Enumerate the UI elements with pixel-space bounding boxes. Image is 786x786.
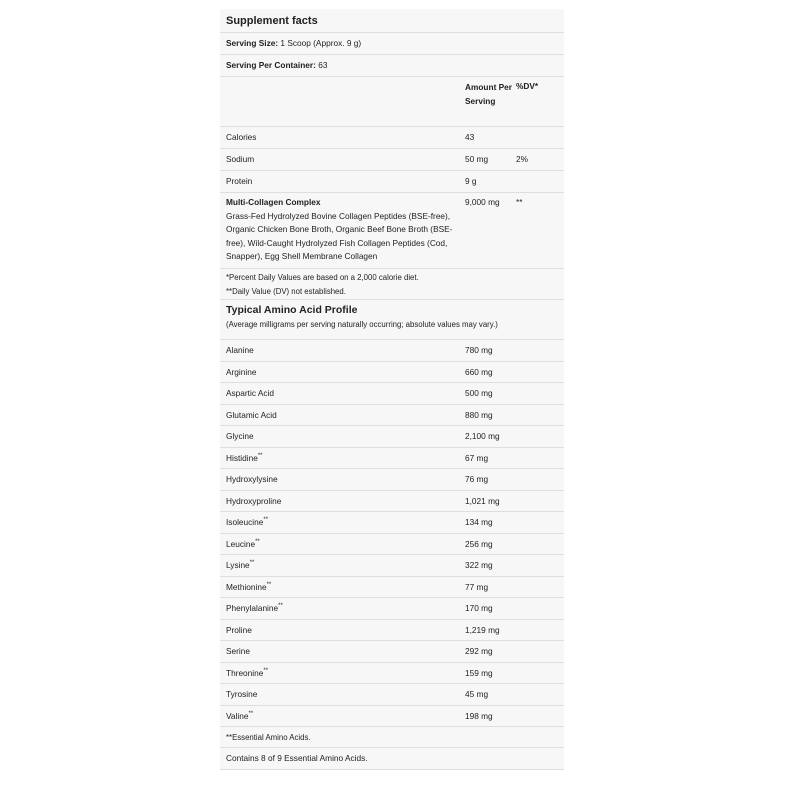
amino-row [220,405,564,426]
amino-row [220,383,564,405]
amino-name: Tyrosine [226,689,258,699]
amino-amount: 660 mg [465,367,493,377]
amino-mark: ** [266,582,272,588]
nutrient-name: Calories [226,132,257,142]
amino-amount: 45 mg [465,689,489,699]
amino-row [220,663,564,684]
amino-mark: ** [249,560,255,566]
serving-size-row [220,33,564,55]
amino-name: Isoleucine [226,517,264,527]
amino-mark: ** [255,539,260,545]
amino-name: Threonine [226,668,264,678]
amino-name: Leucine [226,539,256,549]
dv-notes [220,269,564,300]
amount-header: Amount Per Serving [465,82,513,106]
serving-size-value: 1 Scoop (Approx. 9 g) [280,38,362,48]
amino-name: Hydroxylysine [226,474,278,484]
nutrient-row [220,171,564,193]
amino-row [220,512,564,534]
amino-row [220,620,564,641]
amino-row [220,469,564,491]
amino-mark: ** [248,711,254,717]
supplement-facts-panel [220,9,564,770]
amino-amount: 1,021 mg [465,496,500,506]
amino-row [220,555,564,577]
amino-name: Valine [226,711,249,721]
amino-amount: 2,100 mg [465,431,500,441]
complex-name: Multi-Collagen Complex [226,197,321,207]
panel-title: Supplement facts [220,9,564,33]
amino-amount: 500 mg [465,388,493,398]
servings-per-container-value: 63 [318,60,328,70]
amino-amount: 76 mg [465,474,489,484]
amino-row [220,491,564,512]
amino-summary: Contains 8 of 9 Essential Amino Acids. [220,748,564,770]
servings-per-container-label: Serving Per Container: [226,60,316,70]
amino-title: Typical Amino Acid Profile [226,304,358,316]
amino-amount: 1,219 mg [465,625,500,635]
amino-name: Serine [226,646,250,656]
amino-amount: 198 mg [465,711,493,721]
amino-name: Lysine [226,560,250,570]
nutrient-row [220,149,564,171]
amino-mark: ** [263,668,269,674]
amino-list [220,340,564,727]
amino-name: Phenylalanine [226,603,279,613]
dv-note-1: *Percent Daily Values are based on a 2,000 calorie diet. [226,273,419,282]
amino-footnote: **Essential Amino Acids. [220,727,564,748]
amino-subtitle: (Average milligrams per serving naturally occurring; absolute values may vary.) [226,320,498,329]
amino-amount: 292 mg [465,646,493,656]
amino-mark: ** [257,453,263,459]
amino-amount: 880 mg [465,410,493,420]
amino-amount: 67 mg [465,453,489,463]
nutrient-name: Sodium [226,154,255,164]
amino-amount: 170 mg [465,603,493,613]
dv-header: %DV* [516,81,539,91]
nutrient-list [220,127,564,193]
amino-mark: ** [278,603,283,609]
servings-per-container-row [220,55,564,77]
dv-note-2: **Daily Value (DV) not established. [226,286,346,296]
column-header-row [220,77,564,127]
amino-name: Histidine [226,453,258,463]
complex-dv: ** [516,197,523,207]
amino-row [220,598,564,620]
amino-amount: 256 mg [465,539,493,549]
nutrient-name: Protein [226,176,253,186]
nutrient-dv: 2% [516,154,528,164]
amino-row [220,577,564,598]
complex-amount: 9,000 mg [465,197,500,207]
amino-name: Methionine [226,582,267,592]
nutrient-row [220,127,564,149]
complex-description: Grass-Fed Hydrolyzed Bovine Collagen Peptides (BSE-free), Organic Chicken Bone Broth, Organic Beef Bone Broth (BSE-free), Wild-Caught Hydrolyzed Fish Collagen Peptides (Cod, Snapper), Egg Shell Membrane Collagen [226,210,453,261]
amino-row [220,426,564,448]
complex-row [220,193,564,269]
amino-row [220,448,564,469]
amino-amount: 77 mg [465,582,489,592]
amino-amount: 159 mg [465,668,493,678]
amino-name: Arginine [226,367,257,377]
amino-name: Aspartic Acid [226,388,274,398]
amino-mark: ** [263,517,269,523]
amino-row [220,340,564,362]
nutrient-amount: 43 [465,132,475,142]
amino-amount: 780 mg [465,345,493,355]
serving-size-label: Serving Size: [226,38,279,48]
amino-amount: 322 mg [465,560,493,570]
nutrient-amount: 9 g [465,176,477,186]
nutrient-amount: 50 mg [465,154,489,164]
amino-row [220,641,564,663]
amino-name: Hydroxyproline [226,496,282,506]
amino-row [220,706,564,727]
amino-row [220,362,564,383]
amino-name: Alanine [226,345,254,355]
amino-name: Glycine [226,431,254,441]
amino-header [220,300,564,340]
amino-name: Glutamic Acid [226,410,277,420]
amino-name: Proline [226,625,252,635]
amino-row [220,534,564,555]
amino-amount: 134 mg [465,517,493,527]
amino-row [220,684,564,706]
